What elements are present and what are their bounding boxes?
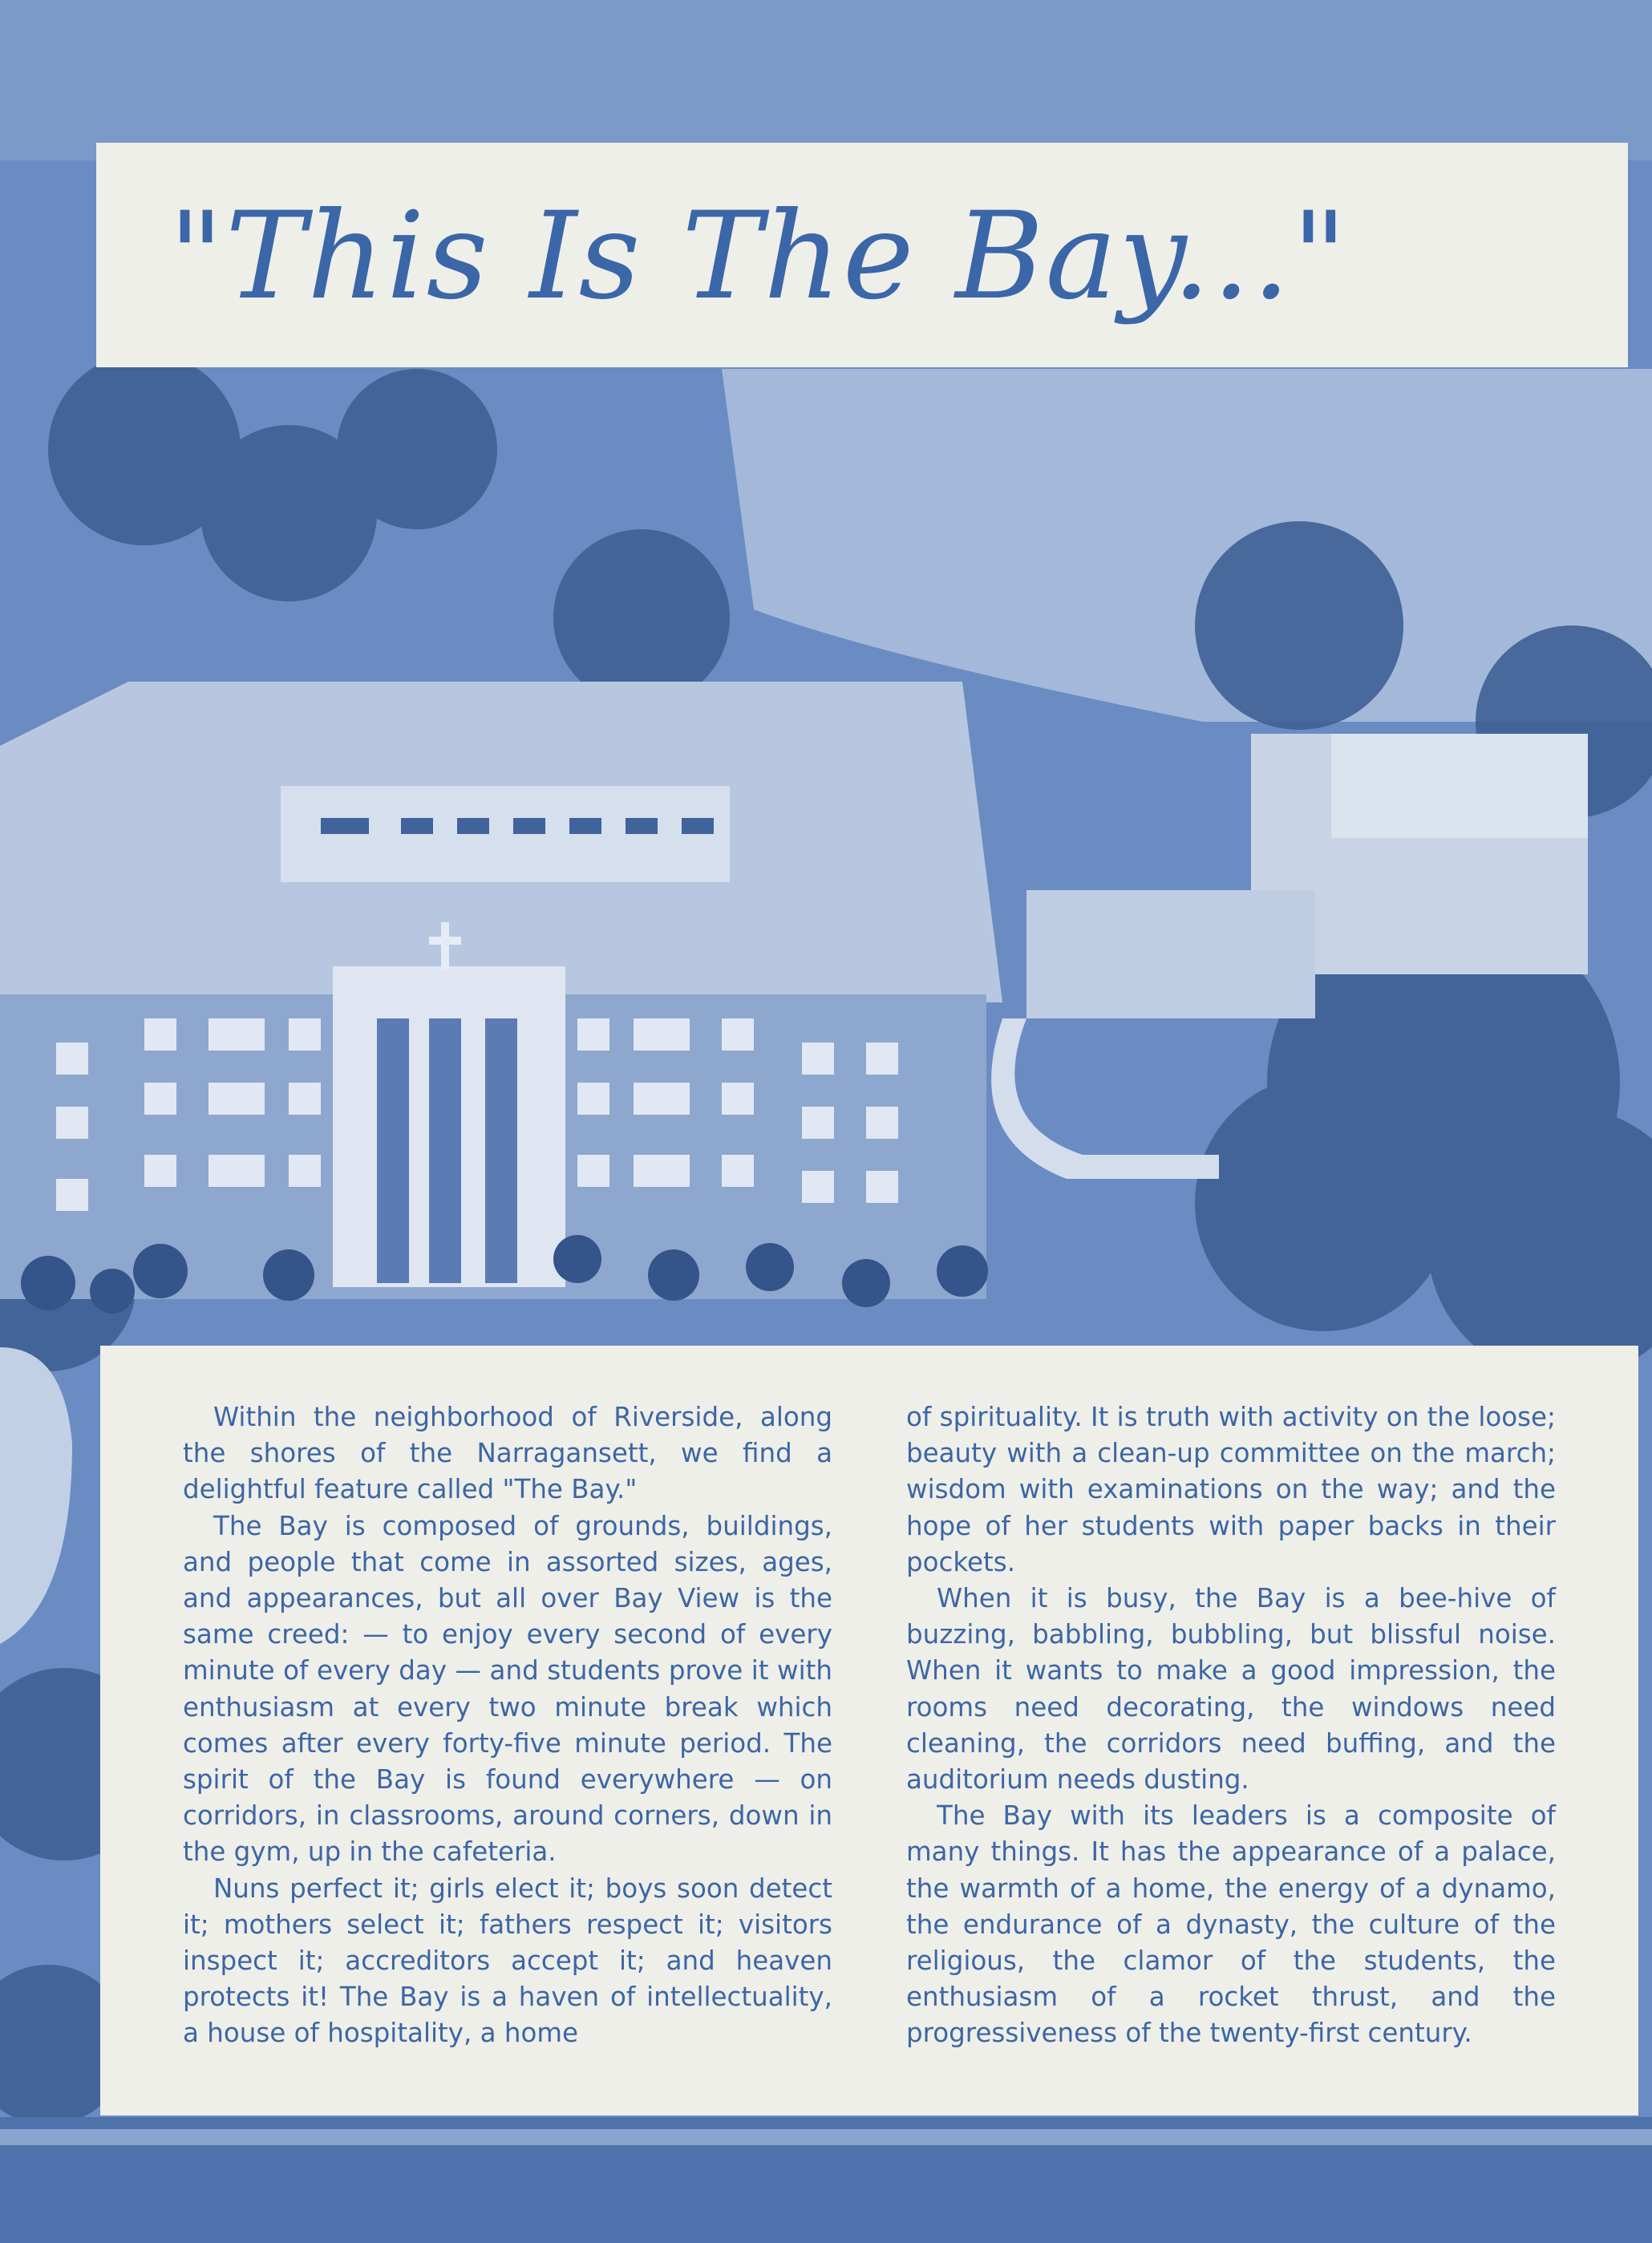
- paragraph: When it is busy, the Bay is a bee-hive of buzzing, babbling, bubbling, but blissful noise. When it wants to make a good impression, the rooms need decorating, the windows need cleaning, the corridors need buffing, and the auditorium needs dusting.: [906, 1583, 1556, 1796]
- paragraph: The Bay with its leaders is a composite of many things. It has the appearance of a palace, the warmth of a home, the energy of a dynamo, the endurance of a dynasty, the culture of the religious, the clamor of the students, the enthusiasm of a rocket thrust, and the progressiveness of the twenty-first century.: [906, 1800, 1556, 2049]
- paragraph: The Bay is composed of grounds, buildings, and people that come in assorted sizes, ages, and appearances, but all over Bay View is the same creed: — to enjoy every second of every minute of every day — and students prove it with enthusiasm at every two minute break which comes after every forty-five minute period. The spirit of the Bay is found everywhere — on corridors, in classrooms, around corners, down in the gym, up in the cafeteria.: [183, 1510, 832, 1868]
- page-title: "This Is The Bay...": [168, 187, 1349, 326]
- paragraph: Nuns perfect it; girls elect it; boys soon detect it; mothers select it; fathers respect it; visitors inspect it; accreditors accept it; and heaven protects it! The Bay is a haven of intellectuality, a house of hospitality, a home: [183, 1873, 832, 2049]
- article-right-column: [906, 1399, 1556, 2052]
- paragraph: of spirituality. It is truth with activity on the loose; beauty with a clean-up committee on the march; wisdom with examinations on the way; and the hope of her students with paper backs in their pockets.: [906, 1402, 1556, 1577]
- paragraph: Within the neighborhood of Riverside, along the shores of the Narragansett, we find a delightful feature called "The Bay.": [183, 1402, 832, 1505]
- article-left-column: [183, 1399, 832, 2052]
